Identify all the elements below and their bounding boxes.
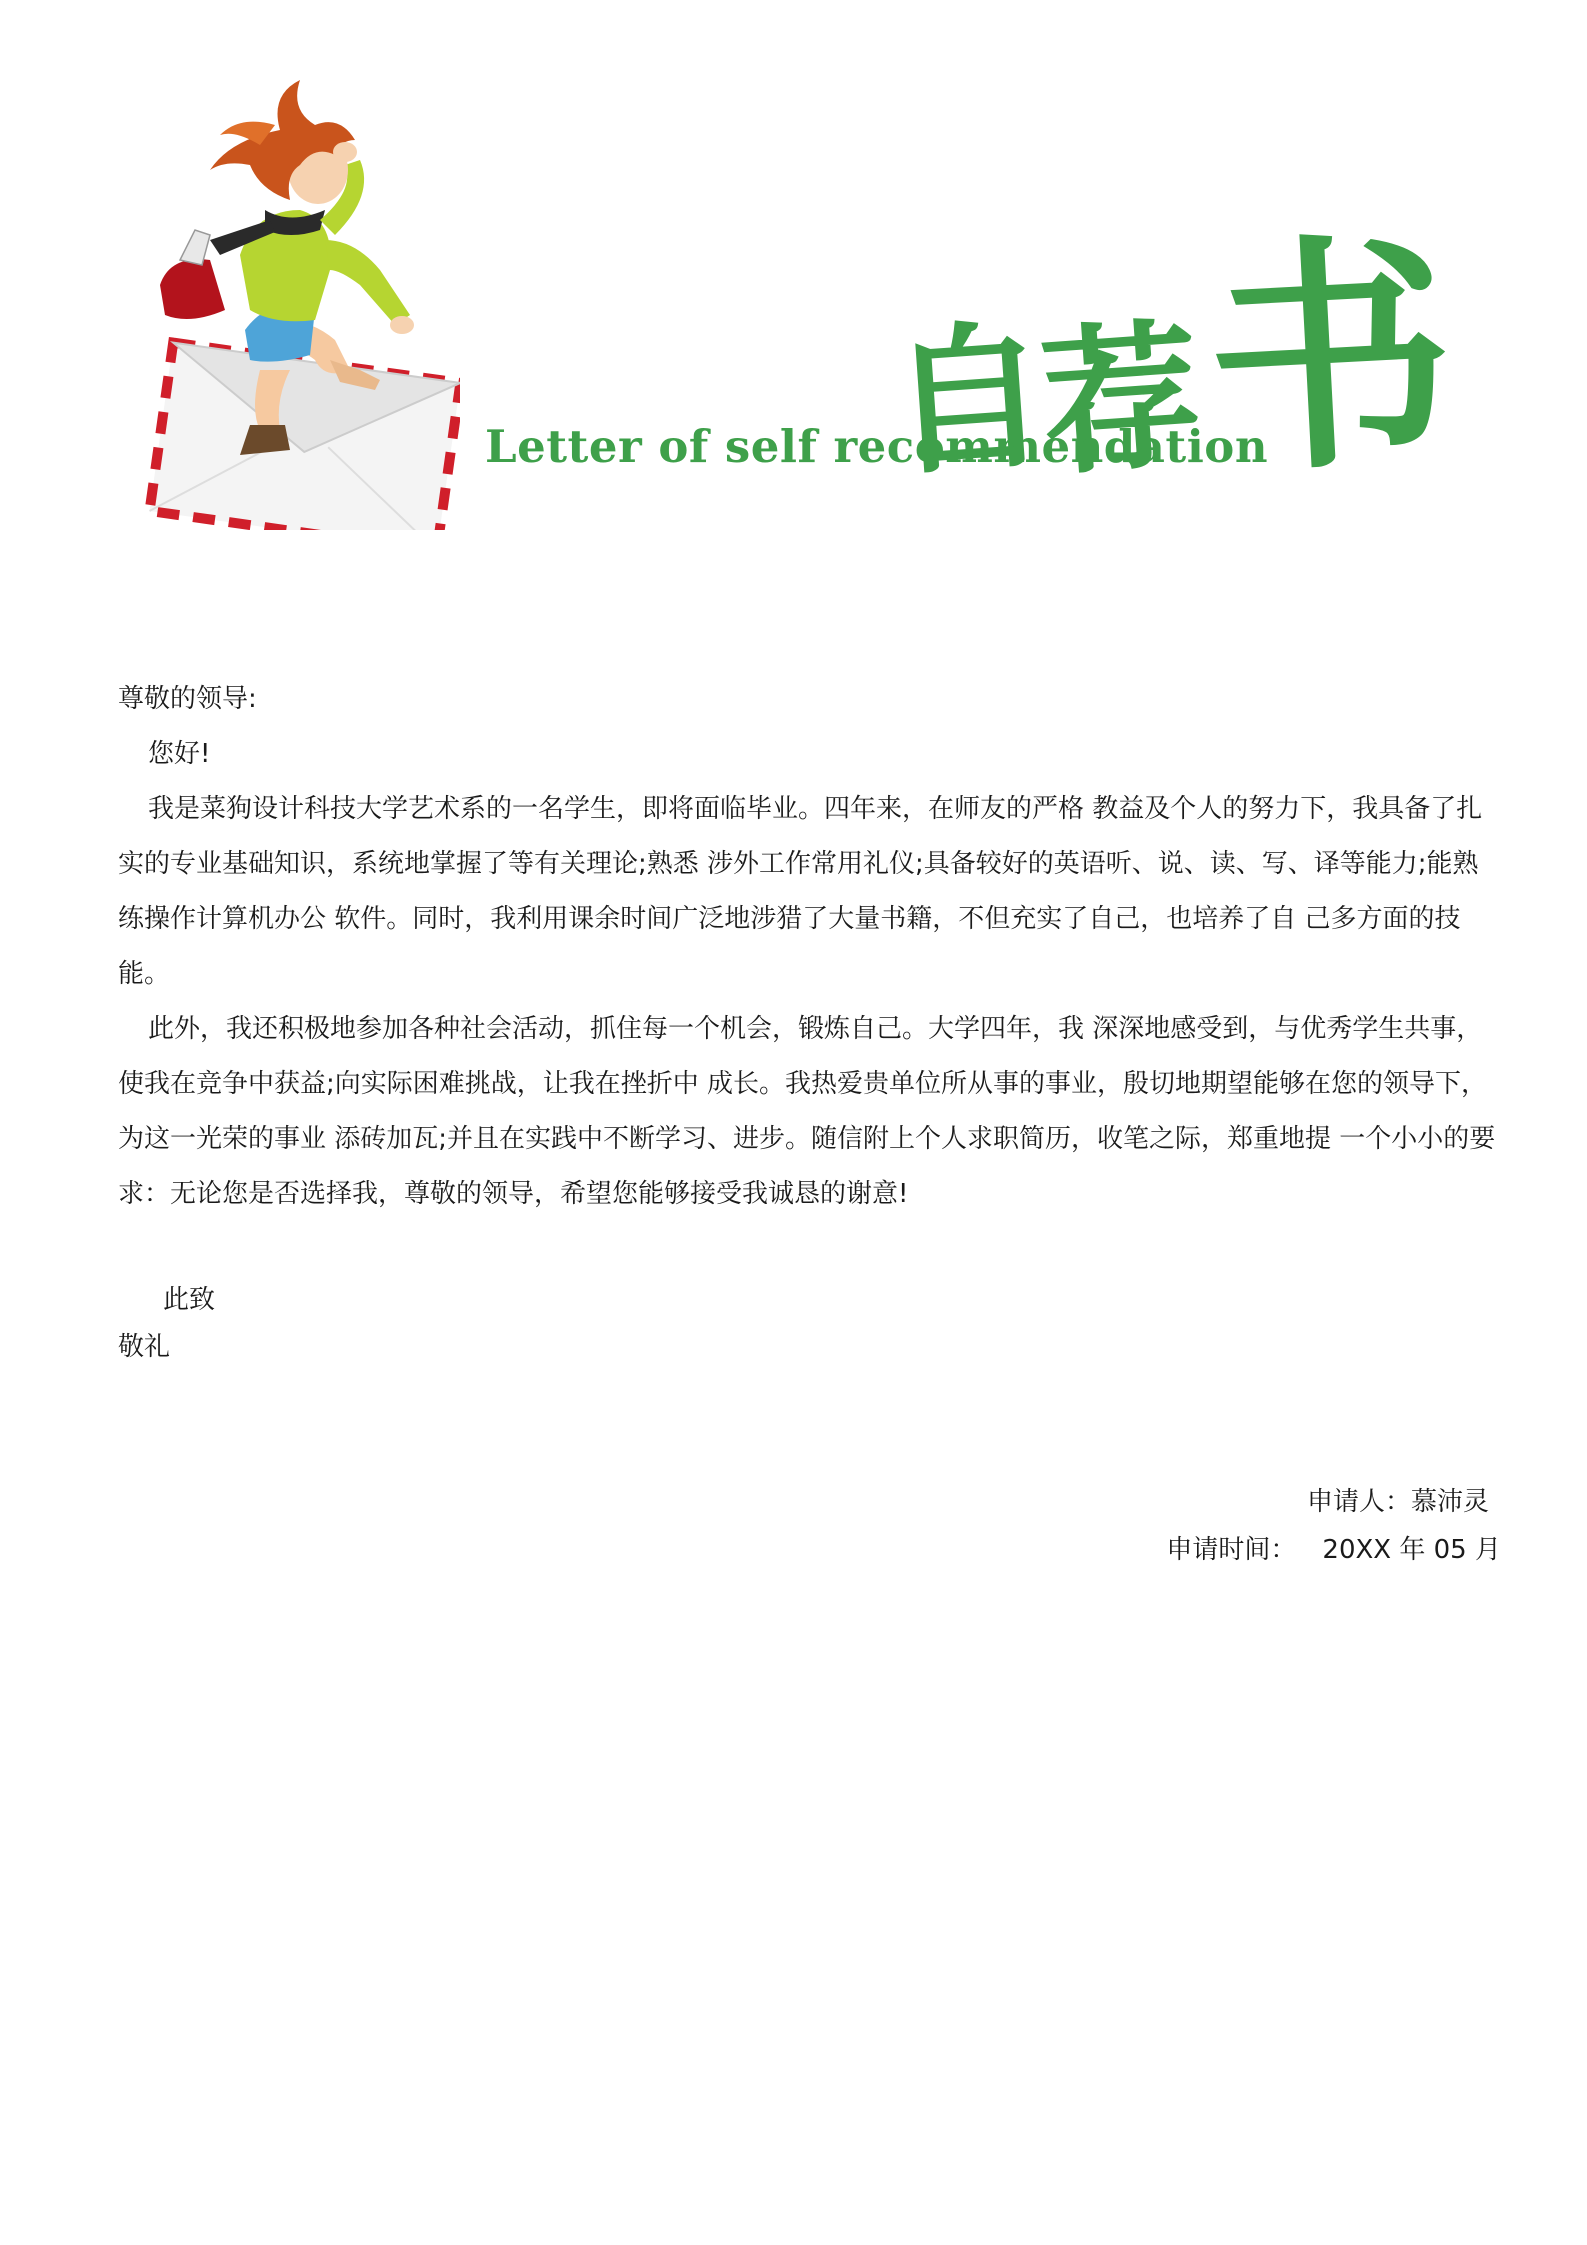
date-label: 申请时间：: [1166, 1535, 1297, 1565]
signature-block: [1166, 1478, 1501, 1574]
closing-jingli: 敬礼: [118, 1332, 171, 1362]
date-line: [1166, 1526, 1501, 1574]
title-char-1: 自: [883, 302, 1049, 499]
girl-riding-envelope-illustration: [140, 70, 460, 530]
greeting: 尊敬的领导:: [118, 684, 257, 714]
applicant-line: 申请人：慕沛灵: [1306, 1487, 1489, 1517]
hello: 您好!: [148, 739, 211, 769]
date-value: 20XX 年 05 月: [1322, 1535, 1501, 1565]
closing-cizhi: 此致: [163, 1285, 216, 1315]
paragraph-1: 我是菜狗设计科技大学艺术系的一名学生，即将面临毕业。四年来，在师友的严格 教益及个人的努力下，我具备了扎实的专业基础知识，系统地掌握了等有关理论;熟悉 涉外工作常用礼仪;具备较好的英语听、说、读、写、译等能力;能熟练操作计算机办公 软件。同时，我利用课余时间广泛地涉猎了大量书籍，不但充实了自己，也培养了自 己多方面的技能。: [118, 794, 1483, 989]
letter-body: [118, 672, 1498, 1371]
title-english: Letter of self recommendation: [485, 420, 1269, 473]
title-char-3: 书: [1200, 206, 1455, 508]
title-char-2: 荐: [1035, 302, 1201, 499]
paragraph-2: 此外，我还积极地参加各种社会活动，抓住每一个机会，锻炼自己。大学四年，我 深深地感受到，与优秀学生共事，使我在竞争中获益;向实际困难挑战，让我在挫折中 成长。我热爱贵单位所从事的事业，殷切地期望能够在您的领导下，为这一光荣的事业 添砖加瓦;并且在实践中不断学习、进步。随信附上个人求职简历，收笔之际，郑重地提 一个小小的要求：无论您是否选择我，尊敬的领导，希望您能够接受我诚恳的谢意!: [118, 1014, 1496, 1209]
